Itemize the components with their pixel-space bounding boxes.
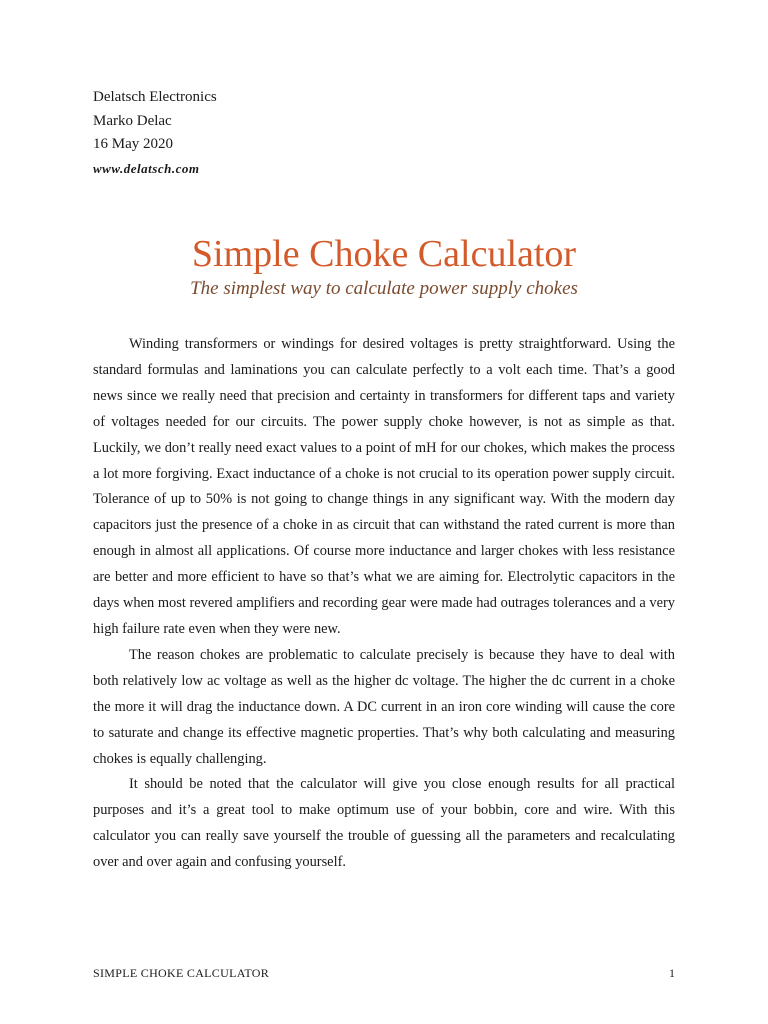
paragraph: It should be noted that the calculator will give you close enough results for all practical purposes and it’s a great tool to make optimum use of your bobbin, core and wire. With this calculator you can really save yourself the trouble of guessing all the parameters and recalculating over and over again and confusing yourself. xyxy=(93,776,675,871)
running-title: SIMPLE CHOKE CALCULATOR xyxy=(93,966,270,980)
body-text xyxy=(93,332,675,876)
page-subtitle: The simplest way to calculate power supply chokes xyxy=(190,278,578,299)
page-number: 1 xyxy=(669,966,675,980)
company-name: Delatsch Electronics xyxy=(93,89,217,105)
author-name: Marko Delac xyxy=(93,112,172,129)
page-title: Simple Choke Calculator xyxy=(191,233,577,275)
document-date: 16 May 2020 xyxy=(93,136,173,152)
website-url: www.delatsch.com xyxy=(93,160,200,176)
paragraph: The reason chokes are problematic to calculate precisely is because they have to deal with both relatively low ac voltage as well as the higher dc voltage. The higher the dc current in a choke the more it will drag the inductance down. A DC current in an iron core winding will cause the core to saturate and change its effective magnetic properties. That’s why both calculating and measuring chokes is equally challenging. xyxy=(93,646,675,767)
document-header xyxy=(93,86,217,180)
paragraph: Winding transformers or windings for desired voltages is pretty straightforward. Using the standard formulas and laminations you can calculate perfectly to a volt each time. That’s a good news since we really need that precision and certainty in transformers for different taps and variety of voltages needed for our circuits. The power supply choke however, is not as simple as that. Luckily, we don’t really need exact values to a point of mH for our chokes, which makes the process a lot more forgiving. Exact inductance of a choke is not crucial to its operation power supply circuit. Tolerance of up to 50% is not going to change things in any significant way. With the modern day capacitors just the presence of a choke in as circuit that can withstand the rated current is more than enough in almost all applications. Of course more inductance and larger chokes with less resistance are better and more efficient to have so that’s what we are aiming for. Electrolytic capacitors in the days when most revered amplifiers and recording gear were made had outrages tolerances and a very high failure rate even when they were new. xyxy=(93,336,675,637)
